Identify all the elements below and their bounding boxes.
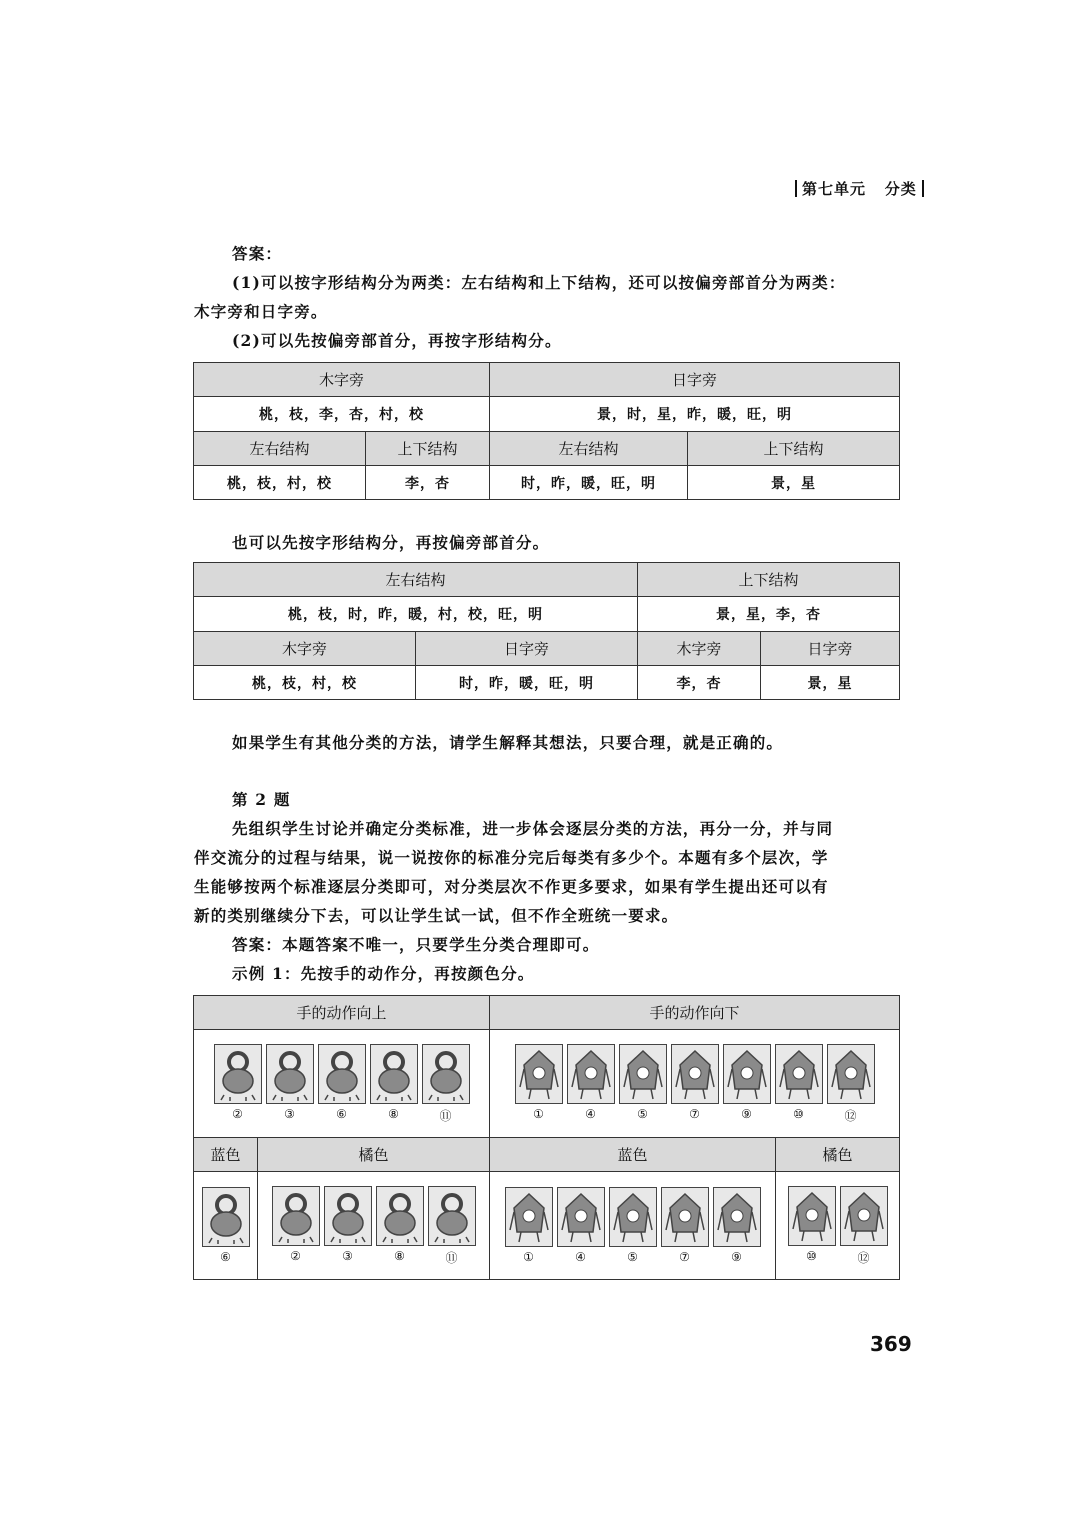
t1-head-ri: 日字旁: [490, 363, 900, 397]
note-line: 如果学生有其他分类的方法，请学生解释其想法，只要合理，就是正确的。: [232, 733, 784, 752]
t3-down-orange-figures: [776, 1172, 900, 1280]
header-bar-right: [922, 180, 924, 197]
t1-subhead-1: 左右结构: [194, 432, 366, 466]
figure-arms-up-image: [428, 1186, 476, 1246]
figure-item: [722, 1044, 772, 1121]
figure-number: ④: [575, 1250, 586, 1264]
figure-item: [369, 1044, 419, 1121]
t2-subhead-1: 木字旁: [194, 632, 416, 666]
t2-chars-tb: 景，星，李，杏: [638, 597, 900, 632]
figure-arms-down-image: [619, 1044, 667, 1104]
answer-label: 答案：: [232, 244, 283, 263]
answer2: (2)可以先按偏旁部首分，再按字形结构分。: [232, 331, 562, 350]
figure-item: [427, 1186, 477, 1266]
figure-item: [317, 1044, 367, 1121]
figure-arms-up-image: [272, 1186, 320, 1246]
figure-item: [271, 1186, 321, 1263]
t2-subhead-3: 木字旁: [638, 632, 761, 666]
running-header: [790, 178, 929, 199]
figure-number: ①: [533, 1106, 544, 1121]
example1-line: 示例 1：先按手的动作分，再按颜色分。: [232, 964, 535, 983]
figure-number: ⑤: [627, 1250, 638, 1264]
t3-down-figures: [490, 1030, 900, 1138]
figure-arms-down-image: [567, 1044, 615, 1104]
figure-item: [323, 1186, 373, 1263]
t1-sub-2: 李，杏: [366, 466, 490, 500]
figure-arms-down-image: [775, 1044, 823, 1104]
figure-item: [421, 1044, 471, 1124]
figure-arms-down-image: [788, 1186, 836, 1246]
q2-line-3: 生能够按两个标准逐层分类即可，对分类层次不作更多要求，如果有学生提出还可以有: [194, 877, 829, 896]
t2-head-tb: 上下结构: [638, 563, 900, 597]
t3-subhead-1: 蓝色: [194, 1138, 258, 1172]
t1-sub-3: 时，昨，暖，旺，明: [490, 466, 688, 500]
figure-number: ⑦: [679, 1250, 690, 1264]
q2-line-1: 先组织学生讨论并确定分类标准，进一步体会逐层分类的方法，再分一分，并与同: [232, 819, 834, 838]
t1-subhead-3: 左右结构: [490, 432, 688, 466]
figure-item: [670, 1044, 720, 1121]
figure-item: [201, 1187, 251, 1264]
t1-subhead-2: 上下结构: [366, 432, 490, 466]
figure-item: [839, 1186, 889, 1266]
q2-line-4: 新的类别继续分下去，可以让学生试一试，但不作全班统一要求。: [194, 906, 679, 925]
q2-answer: 答案：本题答案不唯一，只要学生分类合理即可。: [232, 935, 600, 954]
t3-head-down: 手的动作向下: [490, 996, 900, 1030]
table-structure-first: [193, 562, 900, 700]
figure-item: [375, 1186, 425, 1263]
figure-item: [514, 1044, 564, 1121]
figure-item: [712, 1187, 762, 1264]
page-number: 369: [870, 1332, 912, 1356]
figure-number: ⑩: [793, 1106, 804, 1121]
t3-up-blue-figures: [194, 1172, 258, 1280]
figure-number: ④: [585, 1106, 596, 1121]
figure-arms-down-image: [609, 1187, 657, 1247]
figure-item: [618, 1044, 668, 1121]
t2-sub-4: 景，星: [761, 666, 900, 700]
figure-number: ③: [284, 1106, 295, 1121]
figure-arms-up-image: [318, 1044, 366, 1104]
answer1-line1: (1)可以按字形结构分为两类：左右结构和上下结构，还可以按偏旁部首分为两类：: [232, 273, 846, 292]
t1-chars-mu: 桃，枝，李，杏，村，校: [194, 397, 490, 432]
figure-arms-up-image: [202, 1187, 250, 1247]
t3-subhead-3: 蓝色: [490, 1138, 776, 1172]
table-figures: [193, 995, 900, 1280]
answer1-line2: 木字旁和日字旁。: [194, 302, 328, 321]
figure-arms-down-image: [505, 1187, 553, 1247]
figure-number: ③: [342, 1248, 353, 1263]
t3-subhead-4: 橘色: [776, 1138, 900, 1172]
t1-head-mu: 木字旁: [194, 363, 490, 397]
t3-down-blue-figures: [490, 1172, 776, 1280]
table-radical-first: [193, 362, 900, 500]
figure-number: ⑫: [844, 1108, 857, 1123]
t1-subhead-4: 上下结构: [688, 432, 900, 466]
figure-number: ⑨: [741, 1106, 752, 1121]
figure-arms-up-image: [376, 1186, 424, 1246]
figure-number: ⑩: [806, 1248, 817, 1263]
header-topic: 分类: [884, 180, 917, 198]
figure-number: ⑫: [857, 1250, 870, 1265]
t1-chars-ri: 景，时，星，昨，暖，旺，明: [490, 397, 900, 432]
figure-number: ⑥: [336, 1106, 347, 1121]
t2-subhead-4: 日字旁: [761, 632, 900, 666]
figure-item: [774, 1044, 824, 1121]
t3-up-figures: [194, 1030, 490, 1138]
figure-arms-down-image: [515, 1044, 563, 1104]
figure-number: ⑪: [445, 1250, 458, 1265]
figure-arms-down-image: [671, 1044, 719, 1104]
t1-sub-1: 桃，枝，村，校: [194, 466, 366, 500]
figure-item: [556, 1187, 606, 1264]
q2-title: 第 2 题: [232, 790, 291, 809]
t2-subhead-2: 日字旁: [416, 632, 638, 666]
figure-number: ⑤: [637, 1106, 648, 1121]
t2-sub-2: 时，昨，暖，旺，明: [416, 666, 638, 700]
figure-item: [566, 1044, 616, 1121]
figure-item: [213, 1044, 263, 1121]
figure-item: [660, 1187, 710, 1264]
figure-arms-down-image: [723, 1044, 771, 1104]
figure-number: ②: [290, 1248, 301, 1263]
figure-arms-up-image: [422, 1044, 470, 1104]
header-bar-left: [795, 180, 797, 197]
t2-sub-1: 桃，枝，村，校: [194, 666, 416, 700]
figure-arms-down-image: [661, 1187, 709, 1247]
figure-number: ⑪: [439, 1108, 452, 1123]
figure-number: ⑨: [731, 1250, 742, 1264]
figure-number: ⑦: [689, 1106, 700, 1121]
figure-arms-down-image: [557, 1187, 605, 1247]
figure-number: ⑥: [220, 1250, 231, 1264]
figure-arms-up-image: [370, 1044, 418, 1104]
figure-arms-down-image: [713, 1187, 761, 1247]
also-line: 也可以先按字形结构分，再按偏旁部首分。: [232, 533, 550, 552]
figure-arms-down-image: [840, 1186, 888, 1246]
t3-subhead-2: 橘色: [258, 1138, 490, 1172]
figure-item: [608, 1187, 658, 1264]
figure-item: [826, 1044, 876, 1124]
figure-number: ⑧: [394, 1248, 405, 1263]
t2-sub-3: 李，杏: [638, 666, 761, 700]
t2-head-lr: 左右结构: [194, 563, 638, 597]
header-unit: 第七单元: [802, 180, 867, 198]
t1-sub-4: 景，星: [688, 466, 900, 500]
figure-item: [787, 1186, 837, 1263]
figure-arms-up-image: [324, 1186, 372, 1246]
figure-number: ⑧: [388, 1106, 399, 1121]
t2-chars-lr: 桃，枝，时，昨，暖，村，校，旺，明: [194, 597, 638, 632]
figure-number: ①: [523, 1250, 534, 1264]
q2-line-2: 伴交流分的过程与结果，说一说按你的标准分完后每类有多少个。本题有多个层次，学: [194, 848, 829, 867]
t3-head-up: 手的动作向上: [194, 996, 490, 1030]
figure-item: [504, 1187, 554, 1264]
t3-up-orange-figures: [258, 1172, 490, 1280]
figure-arms-up-image: [266, 1044, 314, 1104]
figure-arms-down-image: [827, 1044, 875, 1104]
figure-arms-up-image: [214, 1044, 262, 1104]
figure-number: ②: [232, 1106, 243, 1121]
figure-item: [265, 1044, 315, 1121]
